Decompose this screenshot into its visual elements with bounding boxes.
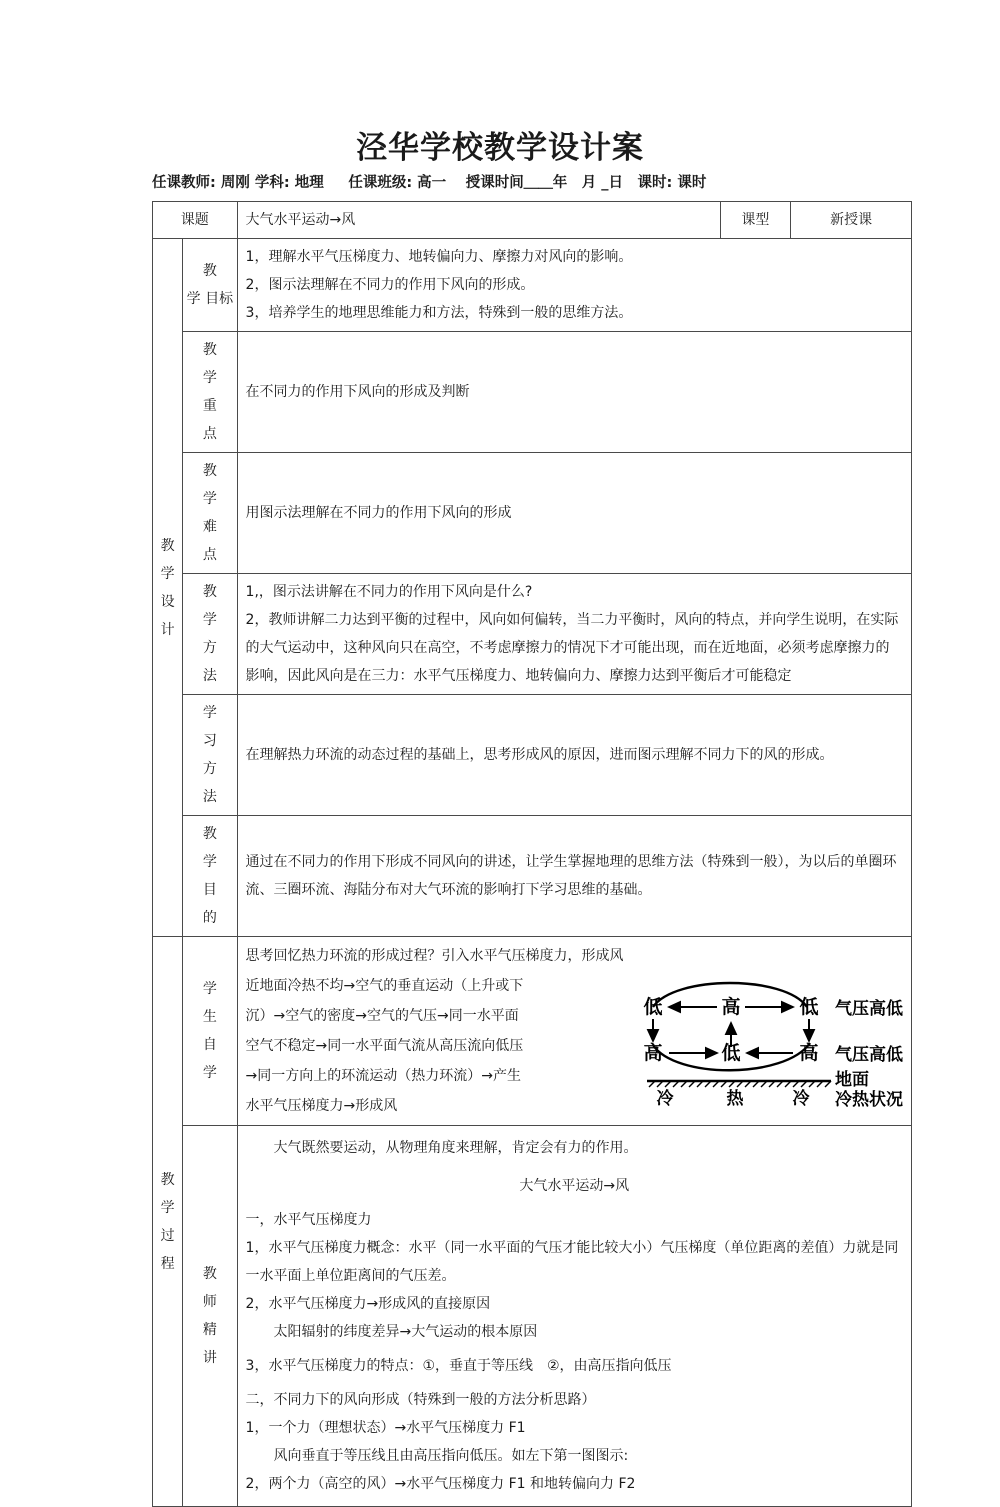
hard-line-1: 用图示法理解在不同力的作用下风向的形成 <box>245 505 512 521</box>
row-label-lecture <box>183 1126 237 1507</box>
row-label-key-l1: 教 学 <box>202 342 217 386</box>
lecture-line-4: 太阳辐射的纬度差异→大气运动的根本原因 <box>273 1324 538 1340</box>
selfstudy-line-6: 水平气压梯度力→形成风 <box>245 1098 398 1114</box>
table-row-key <box>153 332 912 453</box>
row-label-lecture-l1: 教 师 <box>202 1266 217 1310</box>
diagram-label-ground: 地面 <box>835 1070 869 1090</box>
lesson-type-label: 课型 <box>720 202 790 239</box>
selfstudy-line-5: →同一方向上的环流运动（热力环流）→产生 <box>245 1068 521 1084</box>
section-label-process-c3: 过 <box>160 1227 175 1244</box>
hard-content <box>237 453 911 574</box>
row-label-hard <box>183 453 237 574</box>
thermal-circulation-svg <box>635 967 903 1107</box>
selfstudy-wrap <box>246 941 903 1121</box>
row-label-method-l2: 方 法 <box>202 640 217 684</box>
lecture-content <box>237 1126 911 1507</box>
topic-label: 课题 <box>153 202 238 239</box>
row-label-learning-l2: 方 法 <box>202 761 217 805</box>
row-label-key <box>183 332 237 453</box>
row-label-goal-l1b: 学 <box>186 291 201 307</box>
diagram-bottom-left: 高 <box>643 1042 663 1064</box>
lesson-type-value: 新授课 <box>791 202 912 239</box>
row-label-key-l2: 重 点 <box>202 398 217 442</box>
lecture-line-2: 1，水平气压梯度力概念：水平（同一水平面的气压才能比较大小）气压梯度（单位距离的差值）力就是同一水平面上单位距离间的气压差。 <box>245 1240 899 1284</box>
section-label-design <box>153 239 183 937</box>
diagram-bottom-right: 高 <box>799 1042 819 1064</box>
lecture-line-7: 1，一个力（理想状态）→水平气压梯度力 F1 <box>245 1420 526 1436</box>
thermal-circulation-diagram <box>635 967 903 1107</box>
section-label-design-c1: 教 <box>160 537 175 554</box>
goal-content <box>237 239 911 332</box>
selfstudy-content <box>237 937 911 1126</box>
diagram-surface-mid: 热 <box>726 1089 744 1107</box>
table-row-topic <box>153 202 912 239</box>
table-row-method <box>153 574 912 695</box>
table-row-lecture <box>153 1126 912 1507</box>
row-label-selfstudy <box>183 937 237 1126</box>
row-label-method <box>183 574 237 695</box>
lecture-line-1: 一，水平气压梯度力 <box>245 1212 372 1228</box>
row-label-hard-l2: 难 点 <box>202 519 217 563</box>
row-label-goal <box>183 239 237 332</box>
row-label-purpose <box>183 816 237 937</box>
row-label-purpose-l1: 教 学 <box>202 826 217 870</box>
diagram-label-thermal-state: 冷热状况 <box>835 1090 903 1107</box>
section-label-process-c2: 学 <box>160 1199 175 1216</box>
table-row-hard <box>153 453 912 574</box>
learning-content <box>237 695 911 816</box>
selfstudy-line-3: 沉）→空气的密度→空气的气压→同一水平面 <box>245 1008 519 1024</box>
diagram-top-mid: 高 <box>721 996 741 1018</box>
row-label-lecture-l2: 精 讲 <box>202 1322 217 1366</box>
section-label-process-c1: 教 <box>160 1171 175 1188</box>
lecture-heading: 大气水平运动→风 <box>519 1178 630 1194</box>
row-label-selfstudy-l2: 自 学 <box>202 1037 217 1081</box>
section-label-design-c3: 设 <box>160 593 175 610</box>
row-label-method-l1: 教 学 <box>202 584 217 628</box>
lecture-line-6: 二，不同力下的风向形成（特殊到一般的方法分析思路） <box>245 1392 596 1408</box>
lecture-line-3: 2，水平气压梯度力→形成风的直接原因 <box>245 1296 491 1312</box>
method-line-1: 1,，图示法讲解在不同力的作用下风向是什么? <box>245 584 533 600</box>
purpose-content <box>237 816 911 937</box>
row-label-learning <box>183 695 237 816</box>
key-content <box>237 332 911 453</box>
selfstudy-text <box>246 941 646 1121</box>
diagram-top-right: 低 <box>799 996 819 1018</box>
lesson-plan-table <box>152 201 912 1507</box>
diagram-surface-right: 冷 <box>792 1089 810 1107</box>
row-label-purpose-l2: 目 的 <box>202 882 217 926</box>
lecture-line-5: 3，水平气压梯度力的特点：①，垂直于等压线 ②，由高压指向低压 <box>245 1358 672 1374</box>
topic-value: 大气水平运动→风 <box>237 202 720 239</box>
diagram-surface-left: 冷 <box>656 1089 674 1107</box>
key-line-1: 在不同力的作用下风向的形成及判断 <box>245 384 470 400</box>
section-label-process <box>153 937 183 1507</box>
purpose-line-1: 通过在不同力的作用下形成不同风向的讲述，让学生掌握地理的思维方法（特殊到一般），为以后的单圈环流、三圈环流、海陆分布对大气环流的影响打下学习思维的基础。 <box>245 854 897 898</box>
table-row-purpose <box>153 816 912 937</box>
goal-line-1: 1，理解水平气压梯度力、地转偏向力、摩擦力对风向的影响。 <box>245 249 633 265</box>
row-label-goal-l1: 教 <box>202 263 217 279</box>
lecture-intro: 大气既然要运动，从物理角度来理解，肯定会有力的作用。 <box>273 1140 638 1156</box>
lecture-line-9: 2，两个力（高空的风）→水平气压梯度力 F1 和地转偏向力 F2 <box>245 1476 636 1492</box>
page-title: 泾华学校教学设计案 <box>356 130 644 166</box>
row-label-hard-l1: 教 学 <box>202 463 217 507</box>
row-label-goal-l2: 目 <box>205 291 220 307</box>
row-label-selfstudy-l1: 学 生 <box>202 981 217 1025</box>
selfstudy-line-4: 空气不稳定→同一水平面气流从高压流向低压 <box>245 1038 524 1054</box>
document-meta-line: 任课教师: 周刚 学科: 地理 任课班级: 高一 授课时间＿＿年 月 _日 课时: 课时 <box>152 175 707 191</box>
section-label-design-c4: 计 <box>160 621 175 638</box>
table-row-selfstudy <box>153 937 912 1126</box>
method-content <box>237 574 911 695</box>
section-label-design-c2: 学 <box>160 565 175 582</box>
section-label-process-c4: 程 <box>160 1255 175 1272</box>
diagram-bottom-mid: 低 <box>721 1042 741 1064</box>
learning-line-1: 在理解热力环流的动态过程的基础上，思考形成风的原因，进而图示理解不同力下的风的形成。 <box>245 747 834 763</box>
selfstudy-line-1: 思考回忆热力环流的形成过程？引入水平气压梯度力，形成风 <box>245 948 624 964</box>
method-line-2: 2，教师讲解二力达到平衡的过程中，风向如何偏转，当二力平衡时，风向的特点，并向学生说明，在实际的大气运动中，这种风向只在高空，不考虑摩擦力的情况下才可能出现，而在近地面，必须考虑摩擦力的影响，因此风向是在三力：水平气压梯度力、地转偏向力、摩擦力达到平衡后才可能稳定 <box>245 612 899 684</box>
selfstudy-line-2: 近地面冷热不均→空气的垂直运动（上升或下 <box>245 978 524 994</box>
row-label-goal-l2b: 标 <box>219 291 234 307</box>
diagram-label-pressure-top: 气压高低 <box>835 999 903 1019</box>
lecture-line-8: 风向垂直于等压线且由高压指向低压。如左下第一图图示: <box>273 1448 629 1464</box>
table-row-learning <box>153 695 912 816</box>
goal-line-2: 2，图示法理解在不同力的作用下风向的形成。 <box>245 277 535 293</box>
diagram-top-left: 低 <box>643 996 663 1018</box>
goal-line-3: 3，培养学生的地理思维能力和方法，特殊到一般的思维方法。 <box>245 305 633 321</box>
row-label-learning-l1: 学 习 <box>202 705 217 749</box>
table-row-goal <box>153 239 912 332</box>
diagram-label-pressure-bottom: 气压高低 <box>835 1045 903 1065</box>
